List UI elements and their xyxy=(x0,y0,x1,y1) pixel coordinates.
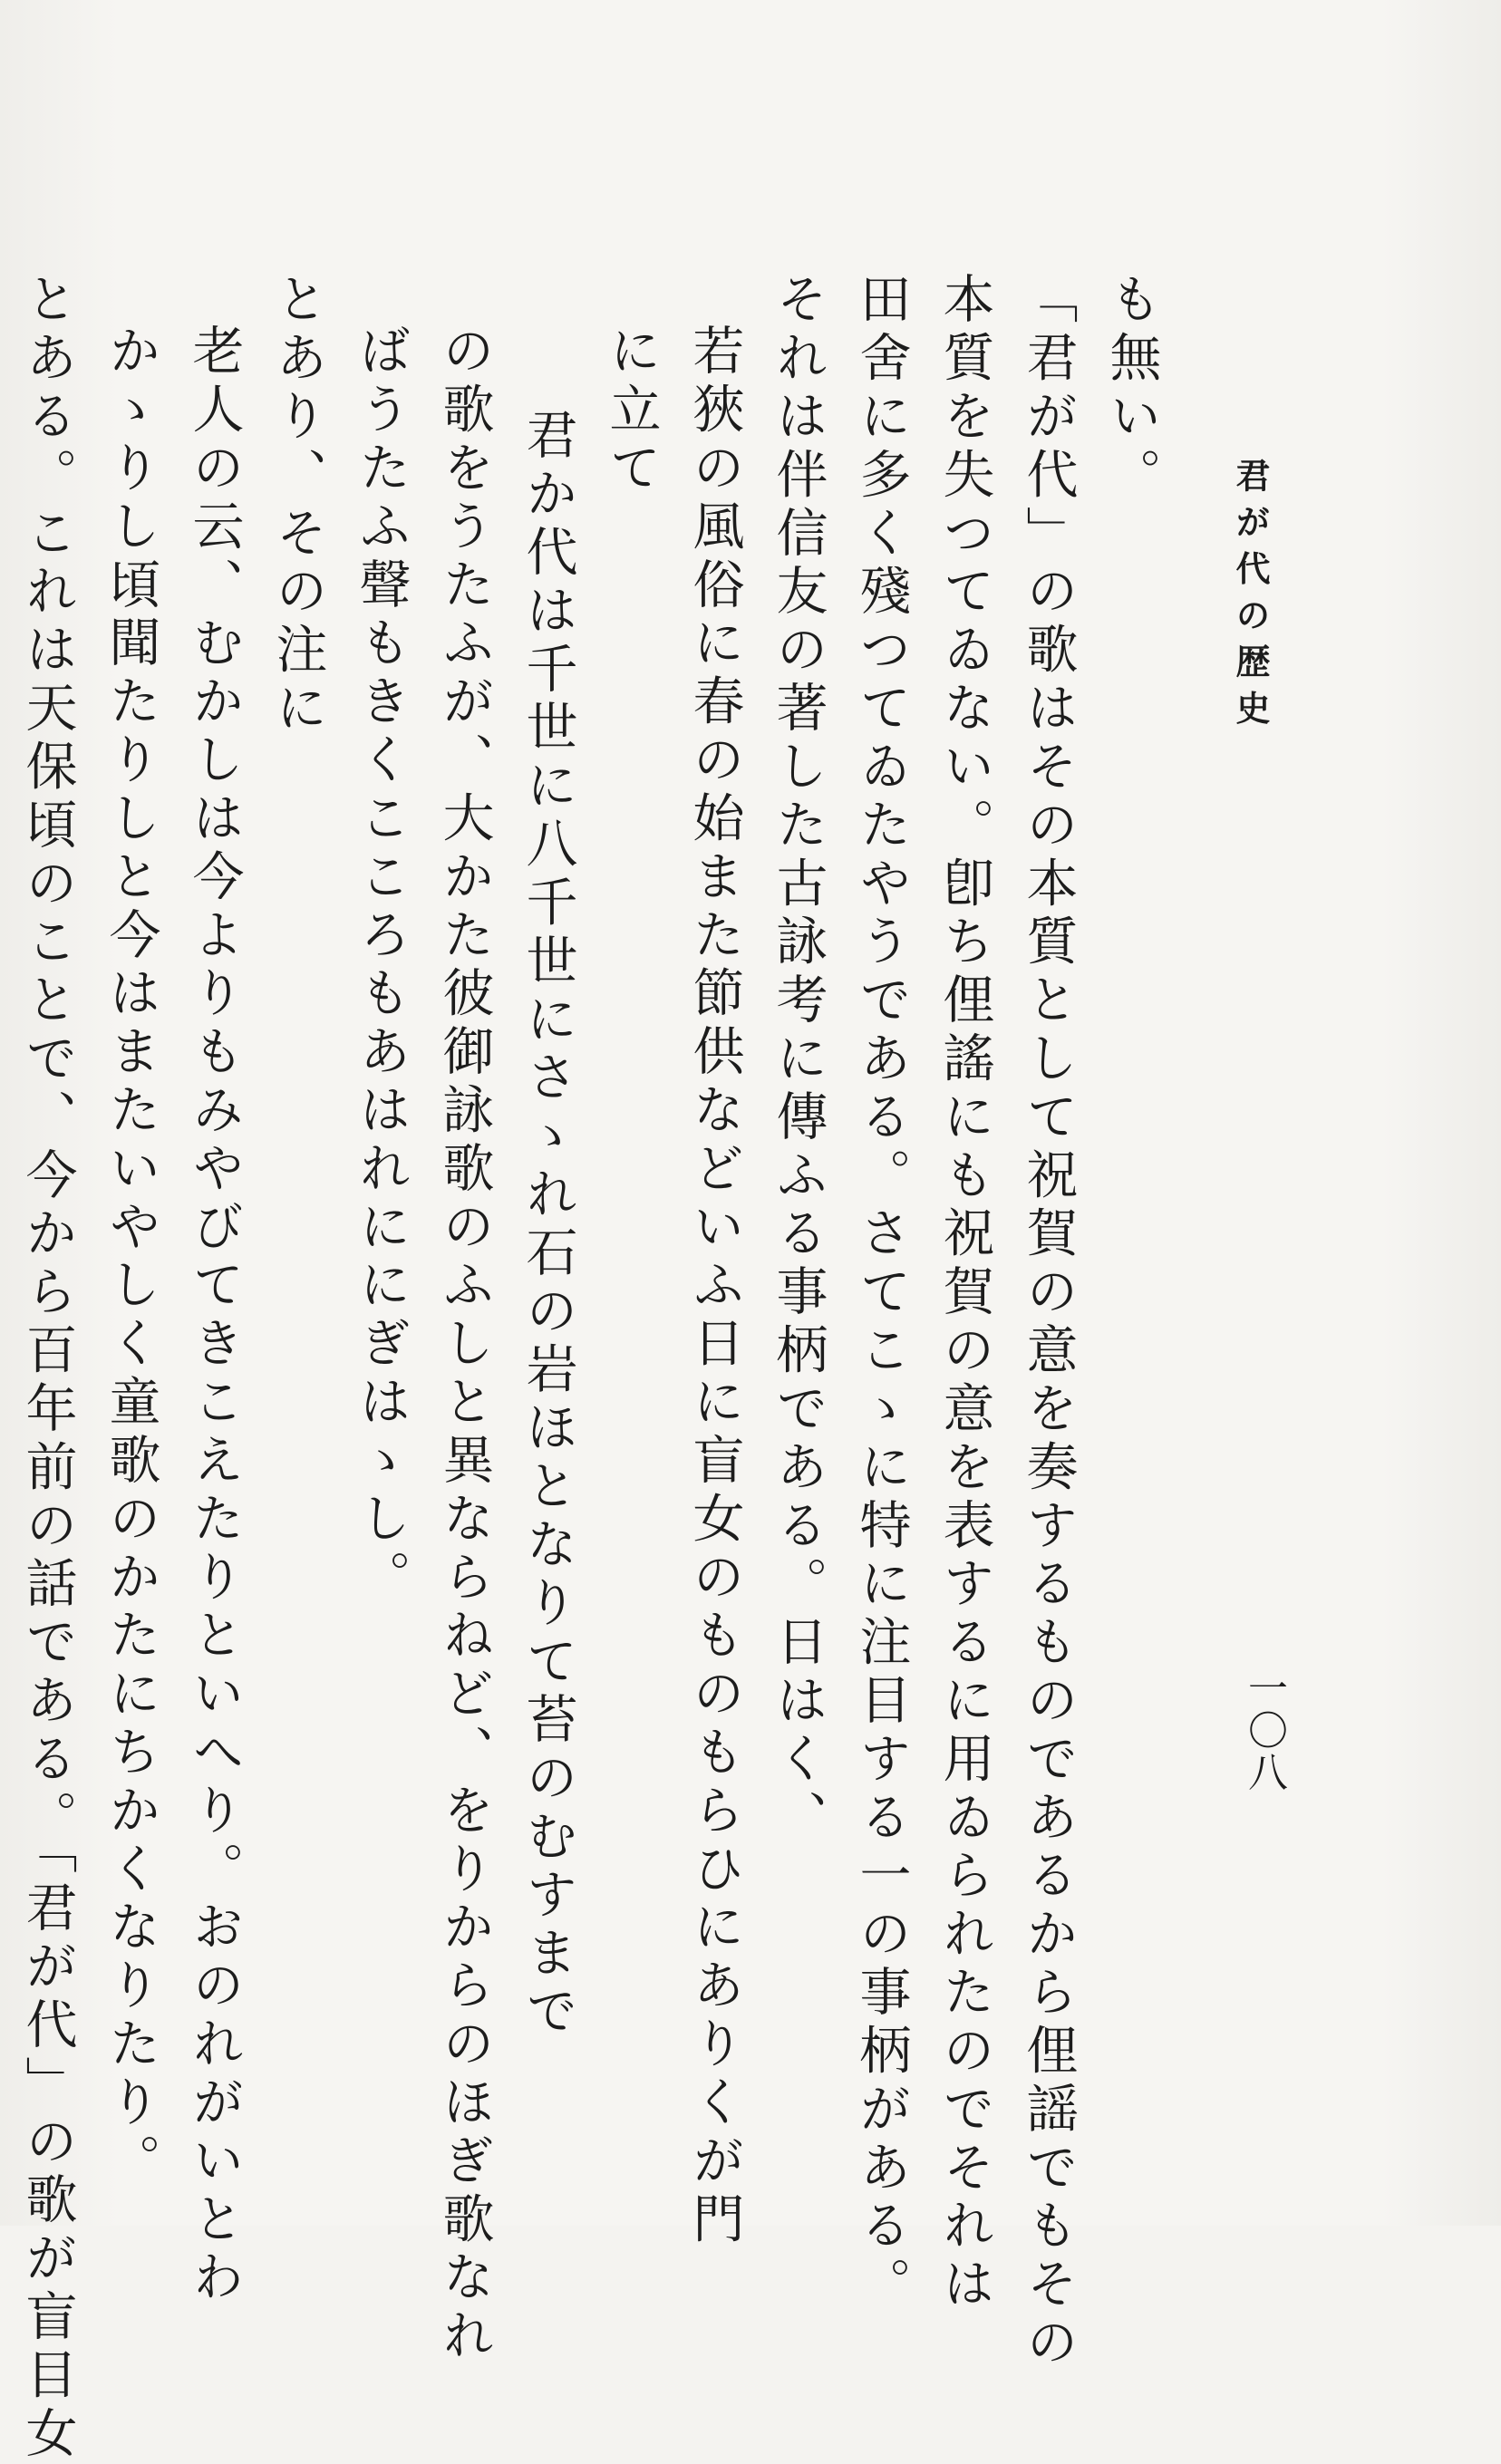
text-column: それは伴信友の著した古詠考に傳ふる事柄である。日はく、 xyxy=(768,272,828,1849)
text-column: とある。これは天保頃のことで、今から百年前の話である。「君が代」の歌が盲目女 xyxy=(17,272,77,2464)
quoted-text-column: の歌をうたふが、大かた彼御詠歌のふしと異ならねど、をりからのほぎ歌なれ xyxy=(434,324,494,2367)
poem-column: 君か代は千世に八千世にさゝれ石の岩ほとなりて苔のむすまで xyxy=(518,408,577,2043)
text-column: も無い。 xyxy=(1101,272,1161,506)
quoted-text-column: 老人の云、むかしは今よりもみやびてきこえたりといへり。おのれがいとわ xyxy=(184,324,244,2308)
running-header-title: 君が代の歴史 xyxy=(1230,458,1271,737)
body-text xyxy=(17,272,1161,2464)
page-number: 一〇八 xyxy=(1241,1667,1287,1793)
quoted-text-column: かゝりし頃聞たりしと今はまたいやしく童歌のかたにちかくなりたり。 xyxy=(101,324,160,2192)
text-column: 本質を失つてゐない。卽ち俚謠にも祝賀の意を表するに用ゐられたのでそれは xyxy=(934,272,994,2315)
quoted-text-column: 若狹の風俗に春の始また節供などいふ日に盲女のものもらひにありくが門 xyxy=(684,324,744,2250)
quoted-text-column: に立て xyxy=(601,324,661,499)
text-column: 「君が代」の歌はその本質として祝賀の意を奏するものであるから俚謡でもその xyxy=(1018,272,1078,2373)
text-column: とあり、その注に xyxy=(267,272,327,739)
quoted-text-column: ばうたふ聲もきくこころもあはれににぎはゝし。 xyxy=(351,324,411,1609)
text-column: 田舍に多く殘つてゐたやうである。さてこゝに特に注目する一の事柄がある。 xyxy=(851,272,911,2315)
